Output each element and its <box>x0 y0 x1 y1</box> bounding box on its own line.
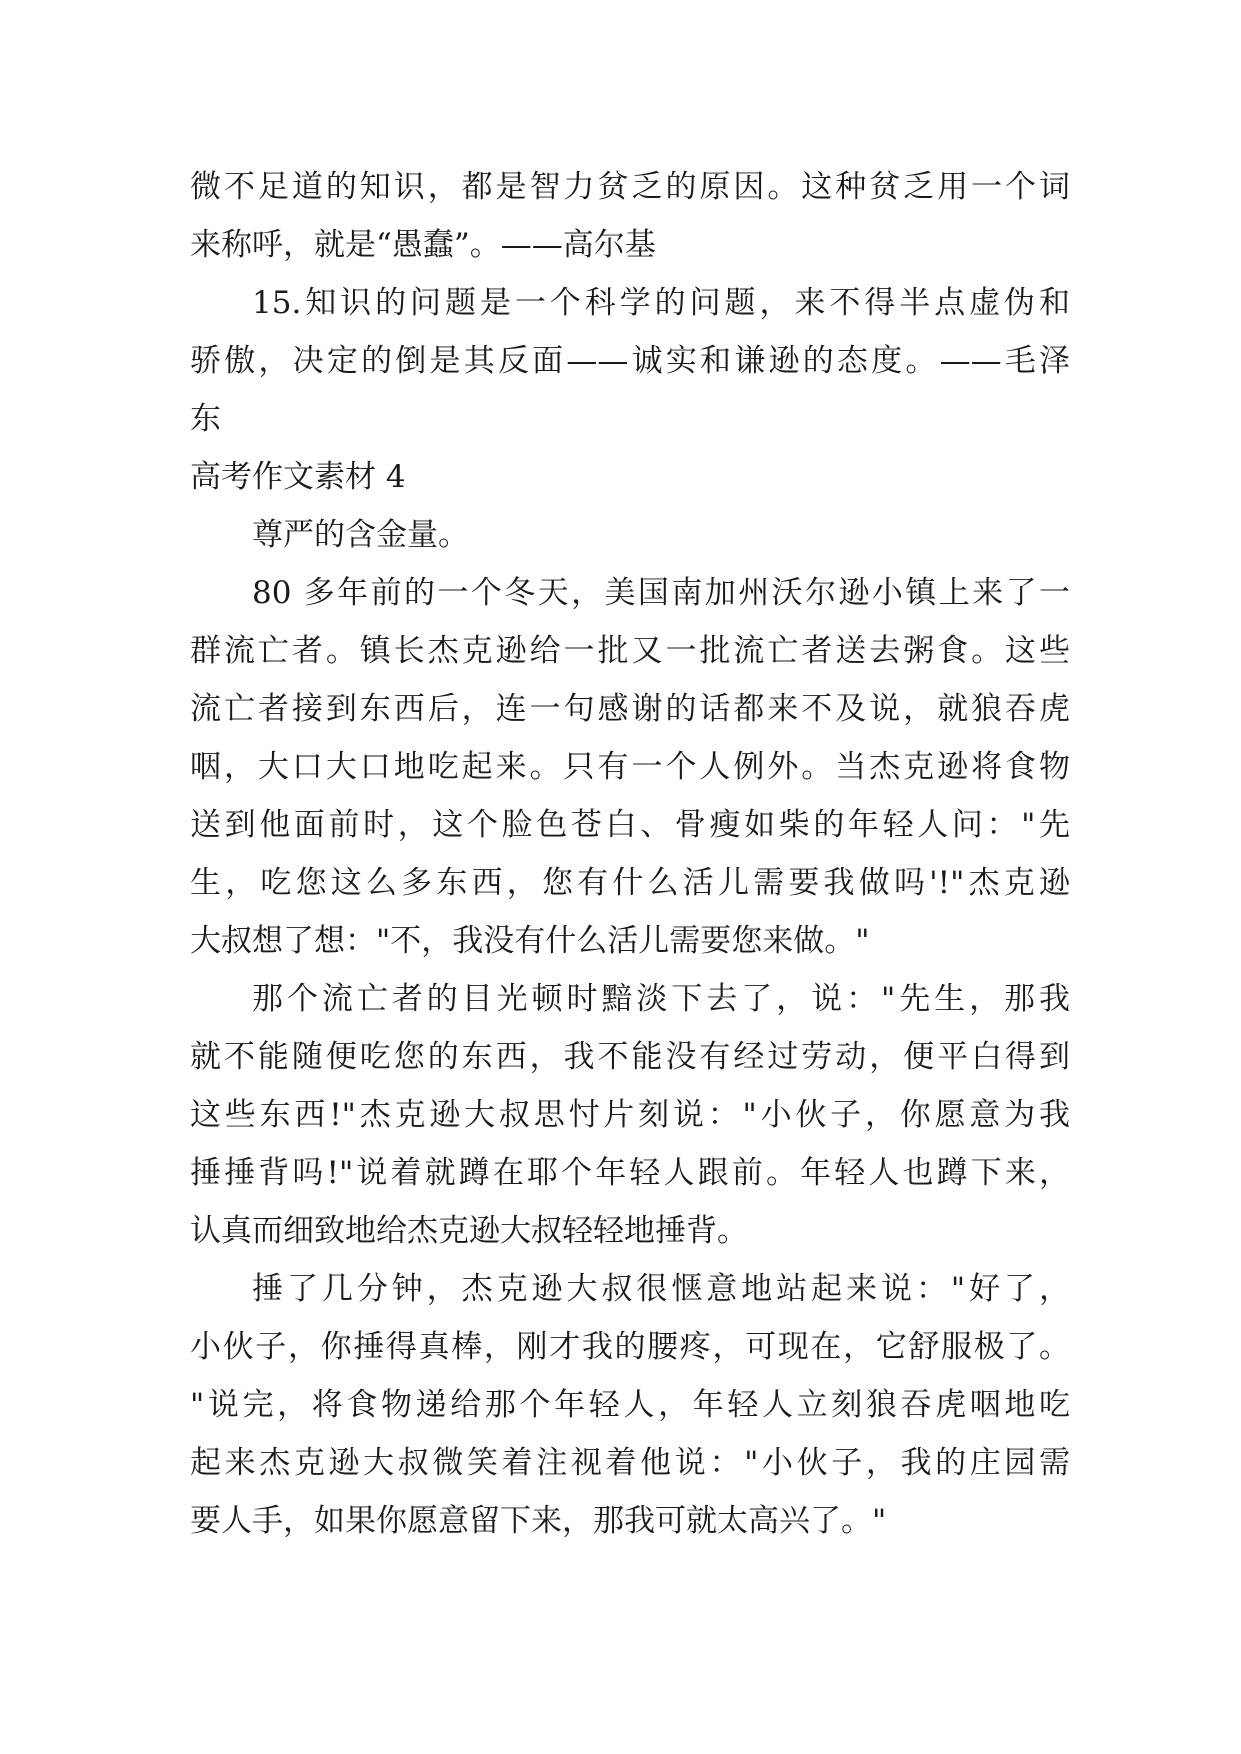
text-line: 起来杰克逊大叔微笑着注视着他说："小伙子，我的庄园需 <box>190 1445 1070 1481</box>
text-line: 群流亡者。镇长杰克逊给一批又一批流亡者送去粥食。这些 <box>190 633 1070 669</box>
text-line: 大叔想了想："不，我没有什么活儿需要您来做。" <box>190 923 870 959</box>
text-line: 捶了几分钟，杰克逊大叔很惬意地站起来说："好了， <box>252 1271 1070 1307</box>
text-line: 生，吃您这么多东西，您有什么活儿需要我做吗'!"杰克逊 <box>190 865 1070 901</box>
text-line: 就不能随便吃您的东西，我不能没有经过劳动，便平白得到 <box>190 1039 1070 1075</box>
text-line: 微不足道的知识，都是智力贫乏的原因。这种贫乏用一个词 <box>190 169 1070 205</box>
text-line: 东 <box>190 401 221 437</box>
text-line: "说完，将食物递给那个年轻人，年轻人立刻狼吞虎咽地吃 <box>190 1387 1070 1423</box>
text-line: 咽，大口大口地吃起来。只有一个人例外。当杰克逊将食物 <box>190 749 1070 785</box>
text-line: 那个流亡者的目光顿时黯淡下去了，说："先生，那我 <box>252 981 1070 1017</box>
text-line: 尊严的含金量。 <box>252 517 469 553</box>
text-line: 骄傲，决定的倒是其反面——诚实和谦逊的态度。——毛泽 <box>190 343 1070 379</box>
text-line: 小伙子，你捶得真棒，刚才我的腰疼，可现在，它舒服极了。 <box>190 1329 1070 1365</box>
text-line: 这些东西!"杰克逊大叔思忖片刻说："小伙子，你愿意为我 <box>190 1097 1070 1133</box>
text-line: 15.知识的问题是一个科学的问题，来不得半点虚伪和 <box>252 285 1070 321</box>
text-line: 送到他面前时，这个脸色苍白、骨瘦如柴的年轻人问："先 <box>190 807 1070 843</box>
text-line: 来称呼，就是“愚蠢”。——高尔基 <box>190 227 656 263</box>
text-line: 80 多年前的一个冬天，美国南加州沃尔逊小镇上来了一 <box>252 575 1070 611</box>
text-line: 要人手，如果你愿意留下来，那我可就太高兴了。" <box>190 1503 887 1539</box>
document-body <box>190 158 1070 1550</box>
text-line: 认真而细致地给杰克逊大叔轻轻地捶背。 <box>190 1213 748 1249</box>
text-line: 捶捶背吗!"说着就蹲在耶个年轻人跟前。年轻人也蹲下来， <box>190 1155 1070 1191</box>
text-line: 流亡者接到东西后，连一句感谢的话都来不及说，就狼吞虎 <box>190 691 1070 727</box>
text-line: 高考作文素材 4 <box>190 459 406 495</box>
